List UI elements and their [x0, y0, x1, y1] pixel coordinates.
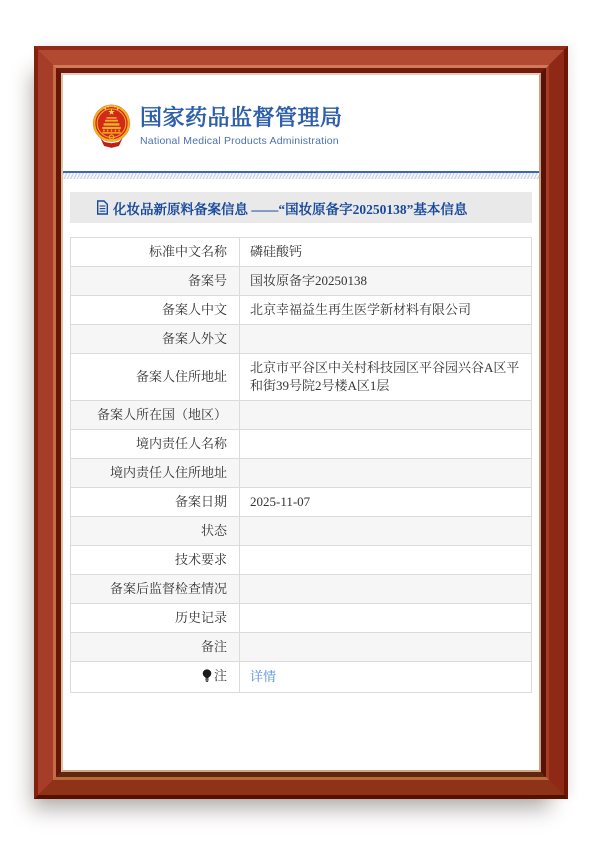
- row-value-cell: [240, 575, 532, 604]
- row-value-cell: [240, 604, 532, 633]
- row-label: 注: [213, 668, 227, 683]
- table-row: [71, 662, 532, 693]
- page-title: 化妆品新原料备案信息 ——“国妆原备字20250138”基本信息: [113, 201, 468, 217]
- row-label: 历史记录: [174, 610, 227, 625]
- row-label-cell: [71, 401, 240, 430]
- row-value: 磷硅酸钙: [250, 244, 303, 259]
- row-value: 国妆原备字20250138: [250, 273, 368, 288]
- row-label-cell: [71, 517, 240, 546]
- row-label: 备案日期: [174, 494, 227, 509]
- row-label: 备案后监督检查情况: [109, 581, 227, 596]
- row-value-cell: [240, 459, 532, 488]
- row-value-cell: [240, 633, 532, 662]
- row-label-cell: [71, 430, 240, 459]
- table-row: [71, 430, 532, 459]
- row-label: 标准中文名称: [148, 244, 227, 259]
- row-label: 境内责任人名称: [135, 436, 227, 451]
- row-label-cell: [71, 575, 240, 604]
- row-value-cell: [240, 238, 532, 267]
- row-label: 备案人外文: [161, 331, 227, 346]
- nmpa-emblem-logo: [91, 100, 132, 152]
- frame-molding: [38, 50, 564, 795]
- row-value-cell: [240, 662, 532, 693]
- row-label: 技术要求: [174, 552, 227, 567]
- row-label: 备注: [200, 639, 227, 654]
- row-label-cell: [71, 459, 240, 488]
- filing-info-table: [70, 237, 532, 693]
- table-row: [71, 575, 532, 604]
- frame-inner-edge: [56, 68, 546, 777]
- org-name-english: National Medical Products Administration: [140, 134, 339, 147]
- frame-highlight: [53, 65, 549, 780]
- row-label-cell: [71, 296, 240, 325]
- row-value: 北京幸福益生再生医学新材料有限公司: [250, 302, 472, 317]
- row-value-cell: [240, 325, 532, 354]
- table-row: [71, 354, 532, 401]
- row-label-cell: [71, 267, 240, 296]
- row-label: 备案号: [187, 273, 227, 288]
- row-value-cell: [240, 296, 532, 325]
- table-row: [71, 459, 532, 488]
- site-header: [91, 100, 539, 152]
- table-row: [71, 401, 532, 430]
- page-title-bar: [70, 192, 532, 223]
- row-label: 备案人所在国（地区）: [96, 407, 227, 422]
- document-page: [63, 75, 539, 770]
- row-value-cell: [240, 546, 532, 575]
- table-row: [71, 238, 532, 267]
- row-label: 状态: [200, 523, 227, 538]
- row-value-cell: [240, 401, 532, 430]
- table-row: [71, 517, 532, 546]
- row-label-cell: [71, 325, 240, 354]
- frame-lip: [61, 73, 541, 772]
- table-row: [71, 604, 532, 633]
- row-value-cell: [240, 517, 532, 546]
- row-value: 2025-11-07: [250, 494, 311, 509]
- header-divider: [63, 171, 539, 179]
- row-label: 境内责任人住所地址: [109, 465, 227, 480]
- row-label-cell: [71, 662, 240, 693]
- row-label-cell: [71, 354, 240, 401]
- table-row: [71, 633, 532, 662]
- row-value-cell: [240, 267, 532, 296]
- table-row: [71, 325, 532, 354]
- picture-frame: [34, 46, 568, 799]
- row-label: 备案人住所地址: [135, 369, 227, 384]
- bulb-icon: [202, 669, 212, 687]
- row-value-cell: [240, 488, 532, 517]
- row-label: 备案人中文: [161, 302, 227, 317]
- org-name-chinese: 国家药品监督管理局: [140, 105, 343, 131]
- row-label-cell: [71, 488, 240, 517]
- row-value: 北京市平谷区中关村科技园区平谷园兴谷A区平和街39号院2号楼A区1层: [250, 360, 520, 393]
- document-icon: [96, 200, 109, 215]
- table-row: [71, 296, 532, 325]
- row-label-cell: [71, 238, 240, 267]
- row-value-cell: [240, 354, 532, 401]
- table-row: [71, 488, 532, 517]
- table-row: [71, 546, 532, 575]
- row-label-cell: [71, 546, 240, 575]
- table-row: [71, 267, 532, 296]
- row-label-cell: [71, 604, 240, 633]
- detail-link[interactable]: 详情: [250, 669, 277, 684]
- org-name-block: [140, 105, 343, 146]
- row-value-cell: [240, 430, 532, 459]
- row-label-cell: [71, 633, 240, 662]
